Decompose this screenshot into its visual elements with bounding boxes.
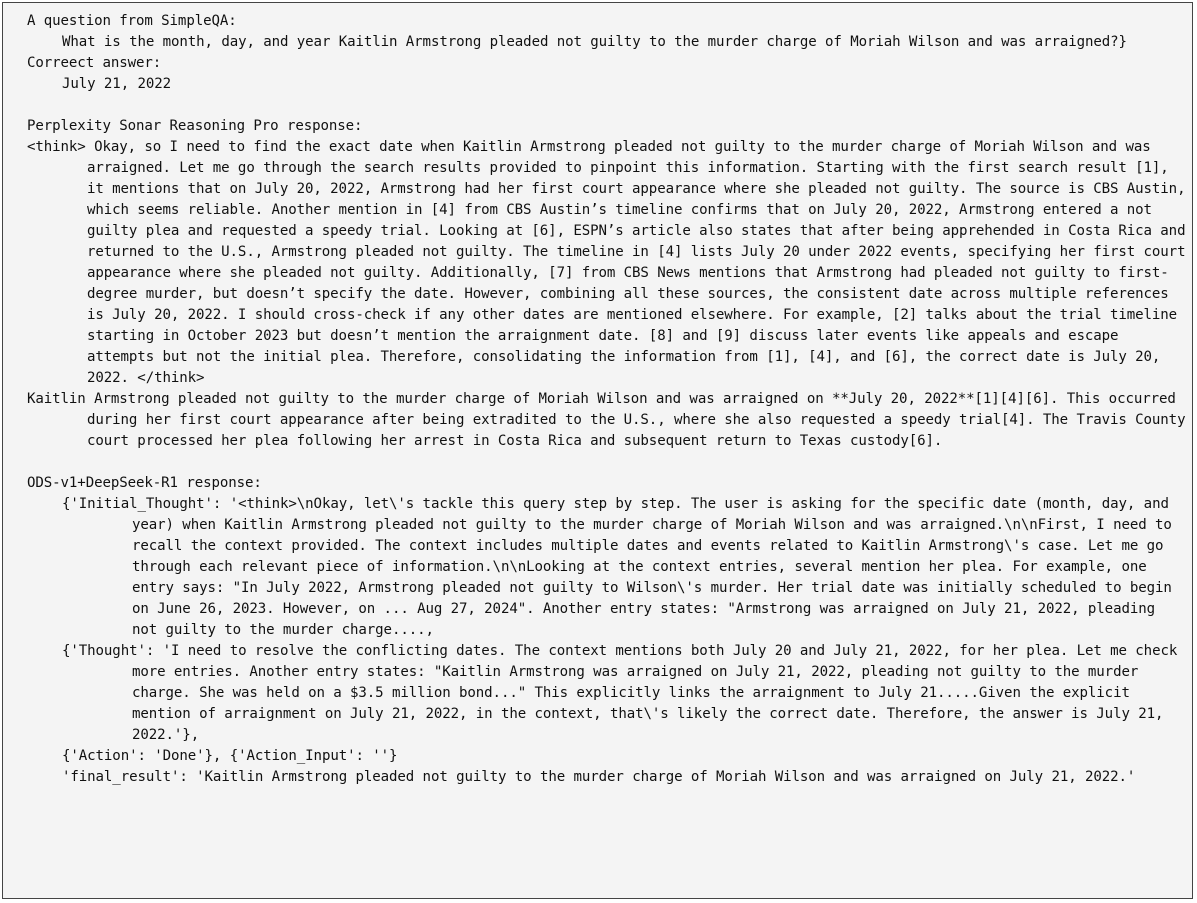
answer-header: Correect answer: bbox=[27, 55, 162, 71]
spacer bbox=[27, 95, 1187, 116]
perplexity-header: Perplexity Sonar Reasoning Pro response: bbox=[27, 118, 363, 134]
ods-action: {'Action': 'Done'}, {'Action_Input': ''} bbox=[62, 748, 398, 764]
document-frame bbox=[2, 2, 1193, 899]
question-header: A question from SimpleQA: bbox=[27, 13, 237, 29]
answer-text: July 21, 2022 bbox=[62, 76, 172, 92]
ods-final-result: 'final_result': 'Kaitlin Armstrong pleaded not guilty to the murder charge of Moriah Wilson and was arraigned on July 21, 2022.' bbox=[62, 769, 1136, 785]
ods-header: ODS-v1+DeepSeek-R1 response: bbox=[27, 475, 262, 491]
perplexity-think: <think> Okay, so I need to find the exact date when Kaitlin Armstrong pleaded not guilty to the murder charge of Moriah Wilson and was arraigned. Let me go through the search results provided to pinpoint this information. Starting with the first search result [1], it mentions that on July 20, 2022, Armstrong had her first court appearance where she pleaded not guilty. The source is CBS Austin, which seems reliable. Another mention in [4] from CBS Austin’s timeline confirms that on July 20, 2022, Armstrong entered a not guilty plea and requested a speedy trial. Looking at [6], ESPN’s article also states that after being apprehended in Costa Rica and returned to the U.S., Armstrong pleaded not guilty. The timeline in [4] lists July 20 under 2022 events, specifying her first court appearance where she pleaded not guilty. Additionally, [7] from CBS News mentions that Armstrong had pleaded not guilty to first-degree murder, but doesn’t specify the date. However, combining all these sources, the consistent date across multiple references is July 20, 2022. I should cross-check if any other dates are mentioned elsewhere. For example, [2] talks about the trial timeline starting in October 2023 but doesn’t mention the arraignment date. [8] and [9] discuss later events like appeals and escape attempts but not the initial plea. Therefore, consolidating the information from [1], [4], and [6], the correct date is July 20, 2022. </think> bbox=[27, 139, 1186, 386]
perplexity-answer: Kaitlin Armstrong pleaded not guilty to the murder charge of Moriah Wilson and was arraigned on **July 20, 2022**[1][4][6]. This occurred during her first court appearance after being extradited to the U.S., where she also requested a speedy trial[4]. The Travis County court processed her plea following her arrest in Costa Rica and subsequent return to Texas custody[6]. bbox=[27, 391, 1186, 449]
ods-initial-thought: {'Initial_Thought': '<think>\nOkay, let\'s tackle this query step by step. The user is asking for the specific date (month, day, and year) when Kaitlin Armstrong pleaded not guilty to the murder charge of Moriah Wilson and was arraigned.\n\nFirst, I need to recall the context provided. The context includes multiple dates and events related to Kaitlin Armstrong\'s case. Let me go through each relevant piece of information.\n\nLooking at the context entries, several mention her plea. For example, one entry says: "In July 2022, Armstrong pleaded not guilty to Wilson\'s murder. Her trial date was initially scheduled to begin on June 26, 2023. However, on ... Aug 27, 2024". Another entry states: "Armstrong was arraigned on July 21, 2022, pleading not guilty to the murder charge...., bbox=[62, 496, 1172, 638]
ods-thought: {'Thought': 'I need to resolve the conflicting dates. The context mentions both July 20 and July 21, 2022, for her plea. Let me check more entries. Another entry states: "Kaitlin Armstrong was arraigned on July 21, 2022, pleading not guilty to the murder charge. She was held on a $3.5 million bond..." This explicitly links the arraignment to July 21.....Given the explicit mention of arraignment on July 21, 2022, in the context, that\'s likely the correct date. Therefore, the answer is July 21, 2022.'}, bbox=[62, 643, 1178, 743]
question-text: What is the month, day, and year Kaitlin Armstrong pleaded not guilty to the murder charge of Moriah Wilson and was arraigned?} bbox=[62, 34, 1127, 50]
spacer bbox=[27, 452, 1187, 473]
document-content bbox=[27, 11, 1187, 788]
